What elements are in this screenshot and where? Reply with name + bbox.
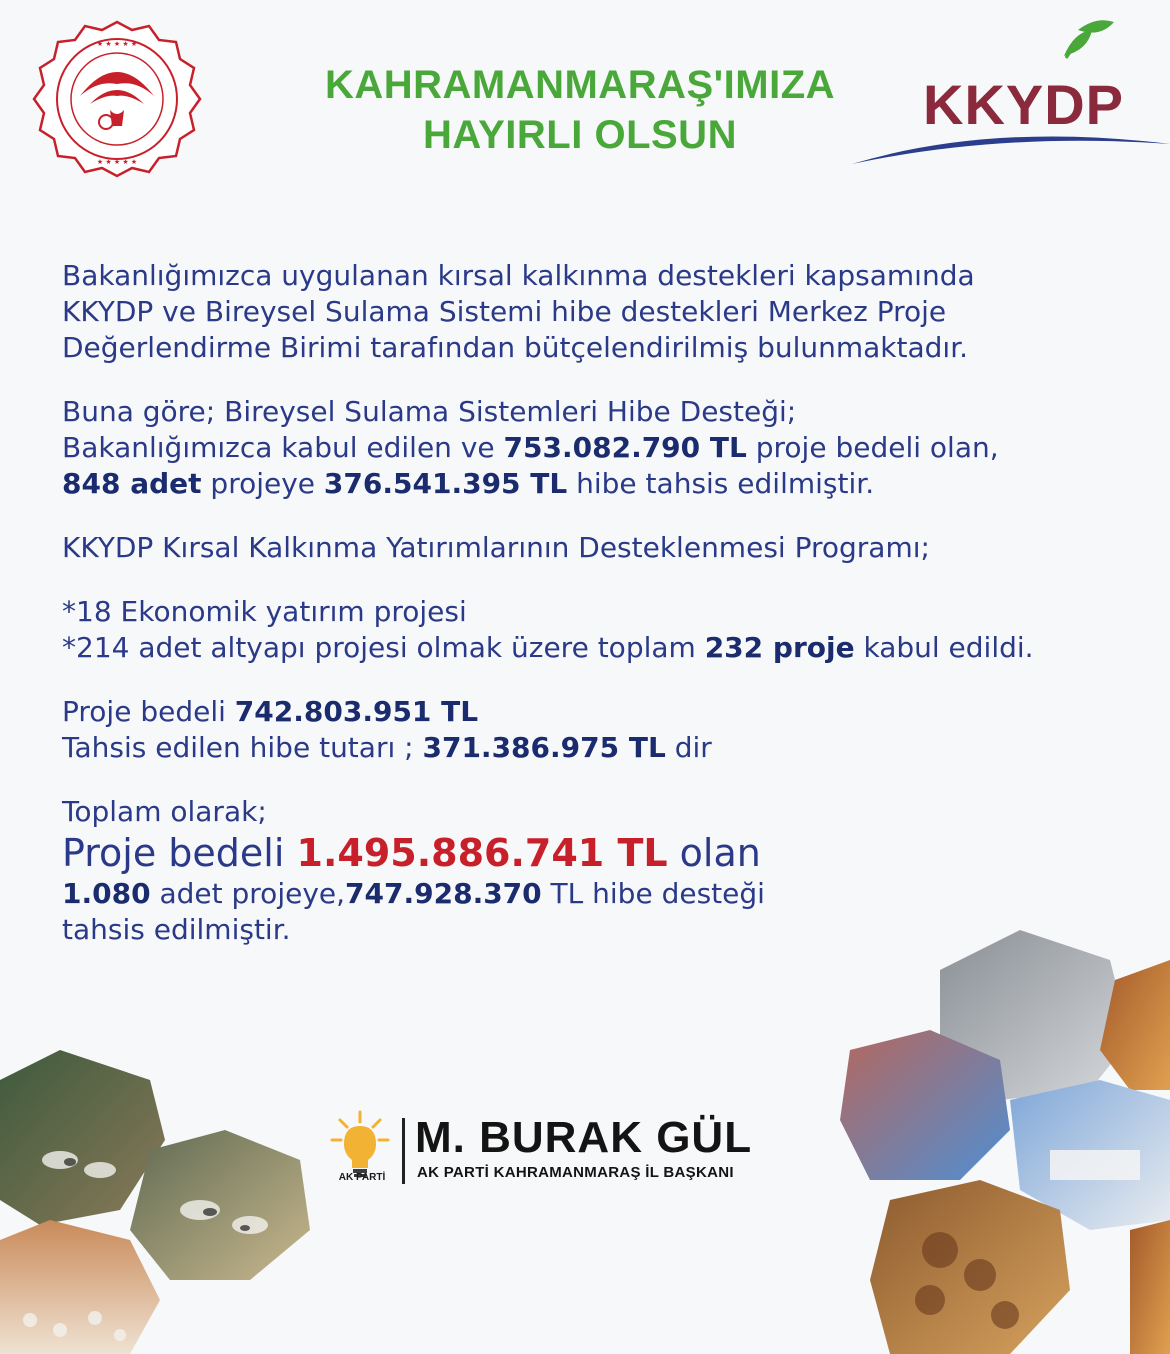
- svg-text:★ ★ ★ ★ ★: ★ ★ ★ ★ ★: [96, 158, 138, 166]
- text-run: Proje bedeli: [62, 695, 235, 728]
- paragraph-line: Toplam olarak;: [62, 795, 267, 828]
- text-run: *214 adet altyapı projesi olmak üzere toplam: [62, 631, 705, 664]
- total-project-cost: 1.495.886.741 TL: [296, 831, 668, 875]
- paragraph-line: KKYDP Kırsal Kalkınma Yatırımlarının Desteklenmesi Programı;: [62, 531, 930, 564]
- food-industry-photo-collage: [830, 930, 1170, 1354]
- cattle-photo: [130, 1130, 310, 1280]
- text-run: TL hibe desteği: [541, 877, 765, 910]
- signatory-role: AK PARTİ KAHRAMANMARAŞ İL BAŞKANI: [417, 1164, 734, 1181]
- ak-parti-label: AK PARTİ: [338, 1172, 386, 1183]
- paragraph-line: [62, 466, 1152, 502]
- text-run: adet projeye,: [150, 877, 346, 910]
- total-project-count: 232 proje: [704, 631, 855, 664]
- text-run: Tahsis edilen hibe tutarı ;: [62, 731, 423, 764]
- text-run: projeye: [201, 467, 324, 500]
- signatory-name: M. BURAK GÜL: [415, 1113, 753, 1162]
- paragraph-line: [62, 430, 1152, 466]
- paragraph-line: [62, 876, 1152, 912]
- text-run: Proje bedeli: [62, 831, 297, 875]
- paragraph-line: [62, 694, 1152, 730]
- paragraph-line: [62, 830, 1152, 876]
- text-run: olan: [667, 831, 761, 875]
- list-item: [62, 630, 1152, 666]
- text-run: dir: [665, 731, 712, 764]
- kkydp-grant-amount: 371.386.975 TL: [422, 731, 666, 764]
- ministry-seal-logo: [28, 18, 206, 190]
- divider: [402, 1118, 405, 1184]
- headline: [270, 60, 890, 160]
- headline-line-1: KAHRAMANMARAŞ'IMIZA: [324, 63, 836, 107]
- text-run: proje bedeli olan,: [746, 431, 999, 464]
- list-item: *18 Ekonomik yatırım projesi: [62, 595, 467, 628]
- irrigation-grant-amount: 376.541.395 TL: [323, 467, 568, 500]
- paragraph-line: Bakanlığımızca uygulanan kırsal kalkınma destekleri kapsamında: [62, 259, 975, 292]
- irrigation-project-cost: 753.082.790 TL: [503, 431, 747, 464]
- text-run: Bakanlığımızca kabul edilen ve: [62, 431, 504, 464]
- livestock-photo-collage: [0, 1050, 320, 1354]
- total-project-count-overall: 1.080: [62, 877, 151, 910]
- paragraph-line: KKYDP ve Bireysel Sulama Sistemi hibe destekleri Merkez Proje: [62, 295, 947, 328]
- poultry-farm-photo: [0, 1220, 160, 1354]
- kkydp-project-cost: 742.803.951 TL: [234, 695, 479, 728]
- text-run: kabul edildi.: [854, 631, 1034, 664]
- paragraph-line: tahsis edilmiştir.: [62, 913, 291, 946]
- paragraph-line: Buna göre; Bireysel Sulama Sistemleri Hibe Desteği;: [62, 395, 797, 428]
- paragraph-line: Değerlendirme Birimi tarafından bütçelendirilmiş bulunmaktadır.: [62, 331, 969, 364]
- irrigation-project-count: 848 adet: [62, 467, 202, 500]
- svg-text:★ ★ ★ ★ ★: ★ ★ ★ ★ ★: [96, 40, 138, 48]
- text-run: hibe tahsis edilmiştir.: [567, 467, 875, 500]
- kkydp-logo-text: KKYDP: [923, 73, 1125, 136]
- paragraph-line: [62, 730, 1152, 766]
- announcement-body: [62, 258, 1152, 948]
- total-grant-amount: 747.928.370: [345, 877, 542, 910]
- headline-line-2: HAYIRLI OLSUN: [423, 113, 737, 157]
- nuts-photo: [1130, 1220, 1170, 1354]
